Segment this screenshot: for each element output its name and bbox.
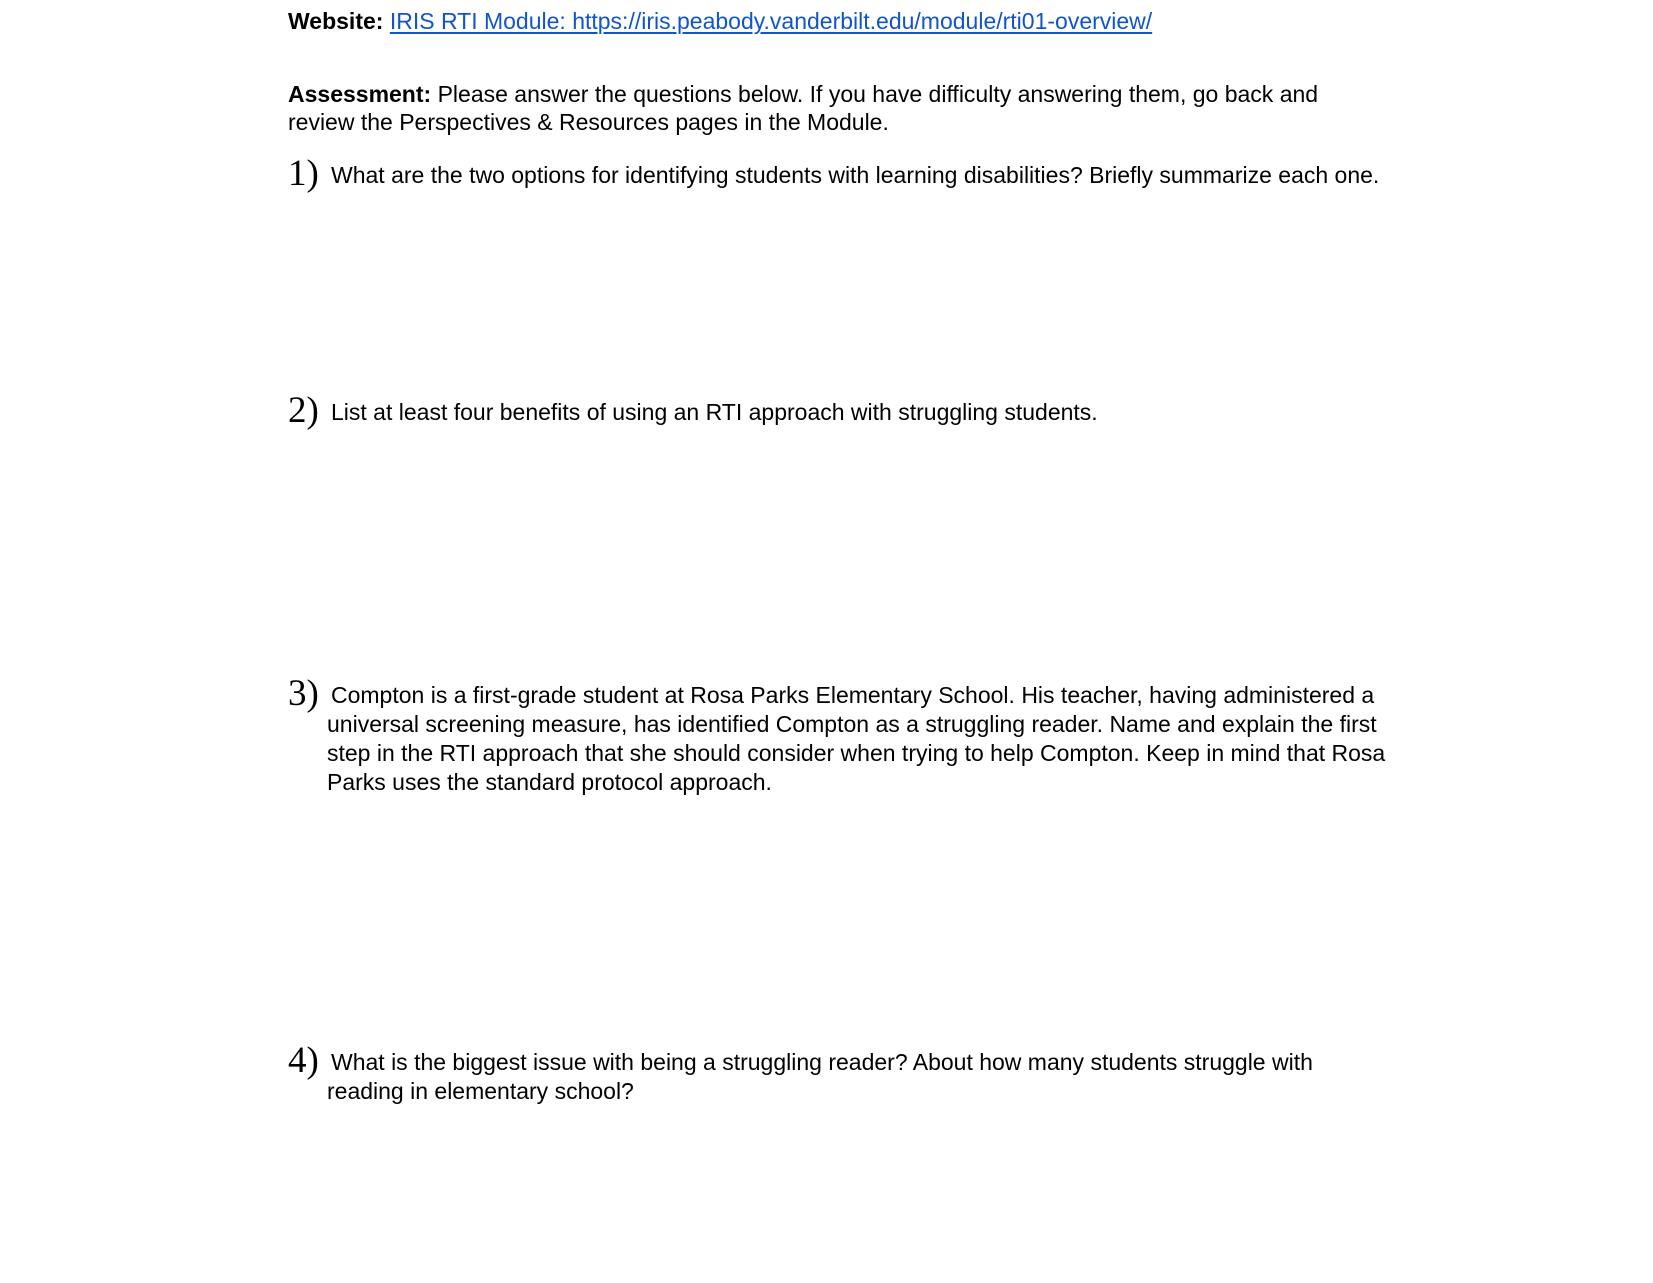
question-text: What are the two options for identifying students with learning disabilities? Briefly summarize each one.	[331, 162, 1380, 188]
assessment-instructions	[288, 80, 1378, 136]
iris-module-link[interactable]: IRIS RTI Module: https://iris.peabody.vanderbilt.edu/module/rti01-overview/	[389, 8, 1153, 34]
question-text: Compton is a first-grade student at Rosa Parks Elementary School. His teacher, having administered a universal screening measure, has identified Compton as a struggling reader. Name and explain the first step in the RTI approach that she should consider when trying to help Compton. Keep in mind that Rosa Parks uses the standard protocol approach.	[327, 682, 1386, 795]
question-number: 4)	[288, 1040, 319, 1081]
assessment-label: Assessment:	[288, 81, 432, 107]
question-text: List at least four benefits of using an RTI approach with struggling students.	[331, 399, 1098, 425]
question-text: What is the biggest issue with being a struggling reader? About how many students struggle with reading in elementary school?	[327, 1049, 1313, 1104]
website-label: Website:	[288, 8, 384, 34]
question-number: 2)	[288, 390, 319, 431]
assessment-text: Please answer the questions below. If you have difficulty answering them, go back and review the Perspectives & Resources pages in the Module.	[288, 81, 1319, 135]
website-line	[288, 7, 1152, 35]
question-number: 3)	[288, 673, 319, 714]
question-number: 1)	[288, 153, 319, 194]
